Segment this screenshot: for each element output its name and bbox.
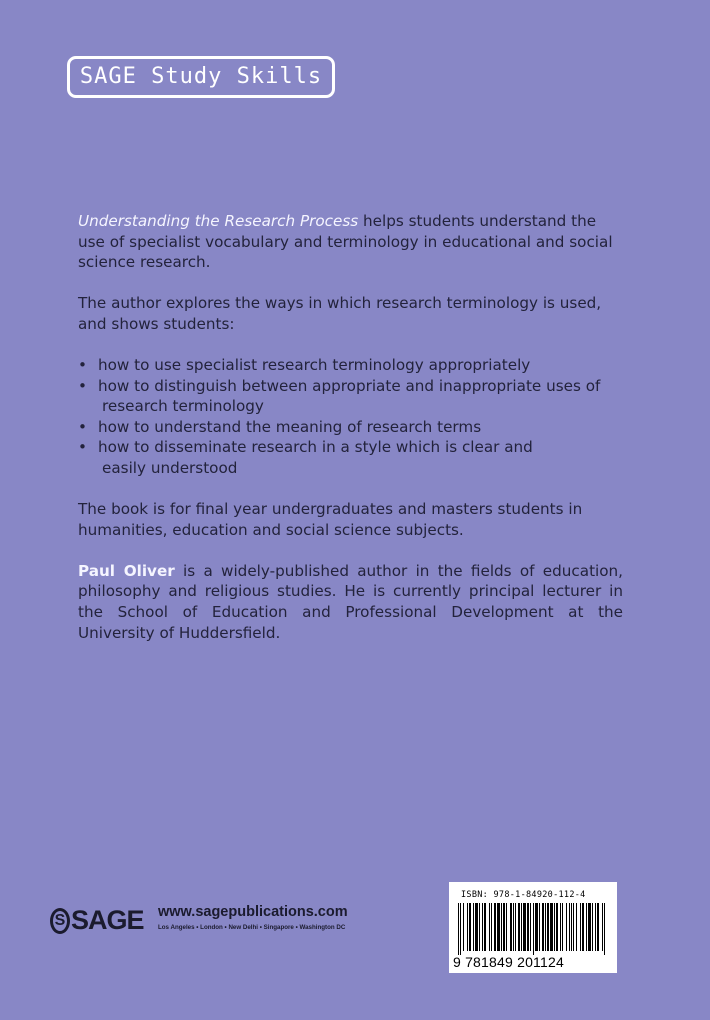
barcode-bar	[588, 903, 591, 951]
barcode-bar	[491, 903, 492, 951]
barcode-bar	[542, 903, 544, 951]
barcode-bar	[513, 903, 514, 951]
intro-paragraph	[78, 211, 623, 273]
barcode-bar	[573, 903, 574, 951]
barcode-bar	[475, 903, 478, 951]
author-explores-paragraph: The author explores the ways in which research terminology is used, and shows students:	[78, 294, 602, 333]
bullet-list	[78, 355, 623, 479]
author-bio: is a widely-published author in the fields of education, philosophy and religious studies. He is currently principal lecturer in the School of Education and Professional Development at the University of Huddersfield.	[78, 561, 623, 642]
author-name: Paul Oliver	[78, 561, 175, 580]
barcode-bar	[597, 903, 599, 951]
barcode-bar	[604, 903, 605, 955]
barcode-bar	[518, 903, 520, 951]
bullet-item: • how to use specialist research terminology appropriately	[78, 355, 531, 374]
barcode-bar	[560, 903, 561, 951]
bullet-dot: •	[78, 376, 87, 395]
audience-paragraph: The book is for final year undergraduates and masters students in humanities, education and social science subjects.	[78, 500, 583, 539]
barcode-bar	[562, 903, 563, 951]
book-title: Understanding the Research Process	[78, 212, 359, 230]
bullet-dot: •	[78, 355, 87, 374]
barcode-bar	[494, 903, 496, 951]
barcode-bar	[545, 903, 546, 951]
publisher-url: www.sagepublications.com	[158, 904, 348, 920]
barcode-bar	[460, 903, 461, 955]
barcode-bar	[592, 903, 593, 951]
barcode-bar	[595, 903, 596, 951]
barcode-bar	[539, 903, 540, 951]
barcode-bar	[580, 903, 581, 951]
sage-logo	[50, 905, 144, 936]
sage-logo-word: SAGE	[71, 905, 144, 935]
sage-logo-mark-icon: S	[50, 908, 70, 934]
barcode-bar	[602, 903, 603, 951]
barcode-bar	[458, 903, 459, 955]
barcode-bar	[527, 903, 529, 951]
barcode-bar	[469, 903, 471, 951]
barcode-bar	[554, 903, 555, 951]
back-cover-blurb	[78, 211, 623, 664]
barcode-bar	[569, 903, 570, 951]
bullet-dot: •	[78, 417, 87, 436]
barcode-bar	[510, 903, 512, 951]
barcode-bar	[547, 903, 549, 951]
barcode-bar	[533, 903, 534, 955]
bullet-dot: •	[78, 438, 87, 457]
barcode-bar	[479, 903, 480, 951]
barcode-bar	[535, 903, 538, 951]
barcode-bar	[576, 903, 577, 951]
barcode-bar	[489, 903, 490, 951]
barcode-bar	[482, 903, 483, 951]
barcode-bar	[484, 903, 486, 951]
barcode-bars	[458, 903, 608, 955]
barcode-bar	[521, 903, 522, 951]
barcode-bar	[503, 903, 505, 951]
series-badge: SAGE Study Skills	[67, 56, 335, 98]
author-bio-paragraph	[78, 561, 623, 643]
barcode-box	[449, 882, 617, 973]
barcode-bar	[501, 903, 502, 951]
barcode-bar	[566, 903, 567, 951]
bullet-item: • how to distinguish between appropriate and inappropriate uses of research terminology	[78, 376, 601, 416]
barcode-bar	[463, 903, 464, 951]
bullet-item: • how to disseminate research in a style which is clear and easily understood	[78, 438, 533, 477]
barcode-bar	[582, 903, 584, 951]
barcode-bar	[571, 903, 572, 951]
bullet-item: • how to understand the meaning of research terms	[78, 417, 482, 436]
barcode-bar	[506, 903, 507, 951]
barcode-bar	[515, 903, 516, 951]
barcode-bar	[550, 903, 553, 951]
barcode-bar	[586, 903, 587, 951]
publisher-block	[50, 903, 370, 939]
barcode-bar	[523, 903, 526, 951]
barcode-digits: 9 781849 201124	[453, 954, 564, 970]
barcode-bar	[530, 903, 531, 951]
intro-text: helps students understand the use of specialist vocabulary and terminology in educational and social science research.	[78, 212, 613, 272]
barcode-bar	[556, 903, 558, 951]
publisher-cities: Los Angeles • London • New Delhi • Singapore • Washington DC	[158, 924, 346, 931]
barcode-bar	[467, 903, 468, 951]
barcode-bar	[497, 903, 500, 951]
isbn-label: ISBN: 978-1-84920-112-4	[461, 890, 586, 900]
barcode-bar	[473, 903, 474, 951]
